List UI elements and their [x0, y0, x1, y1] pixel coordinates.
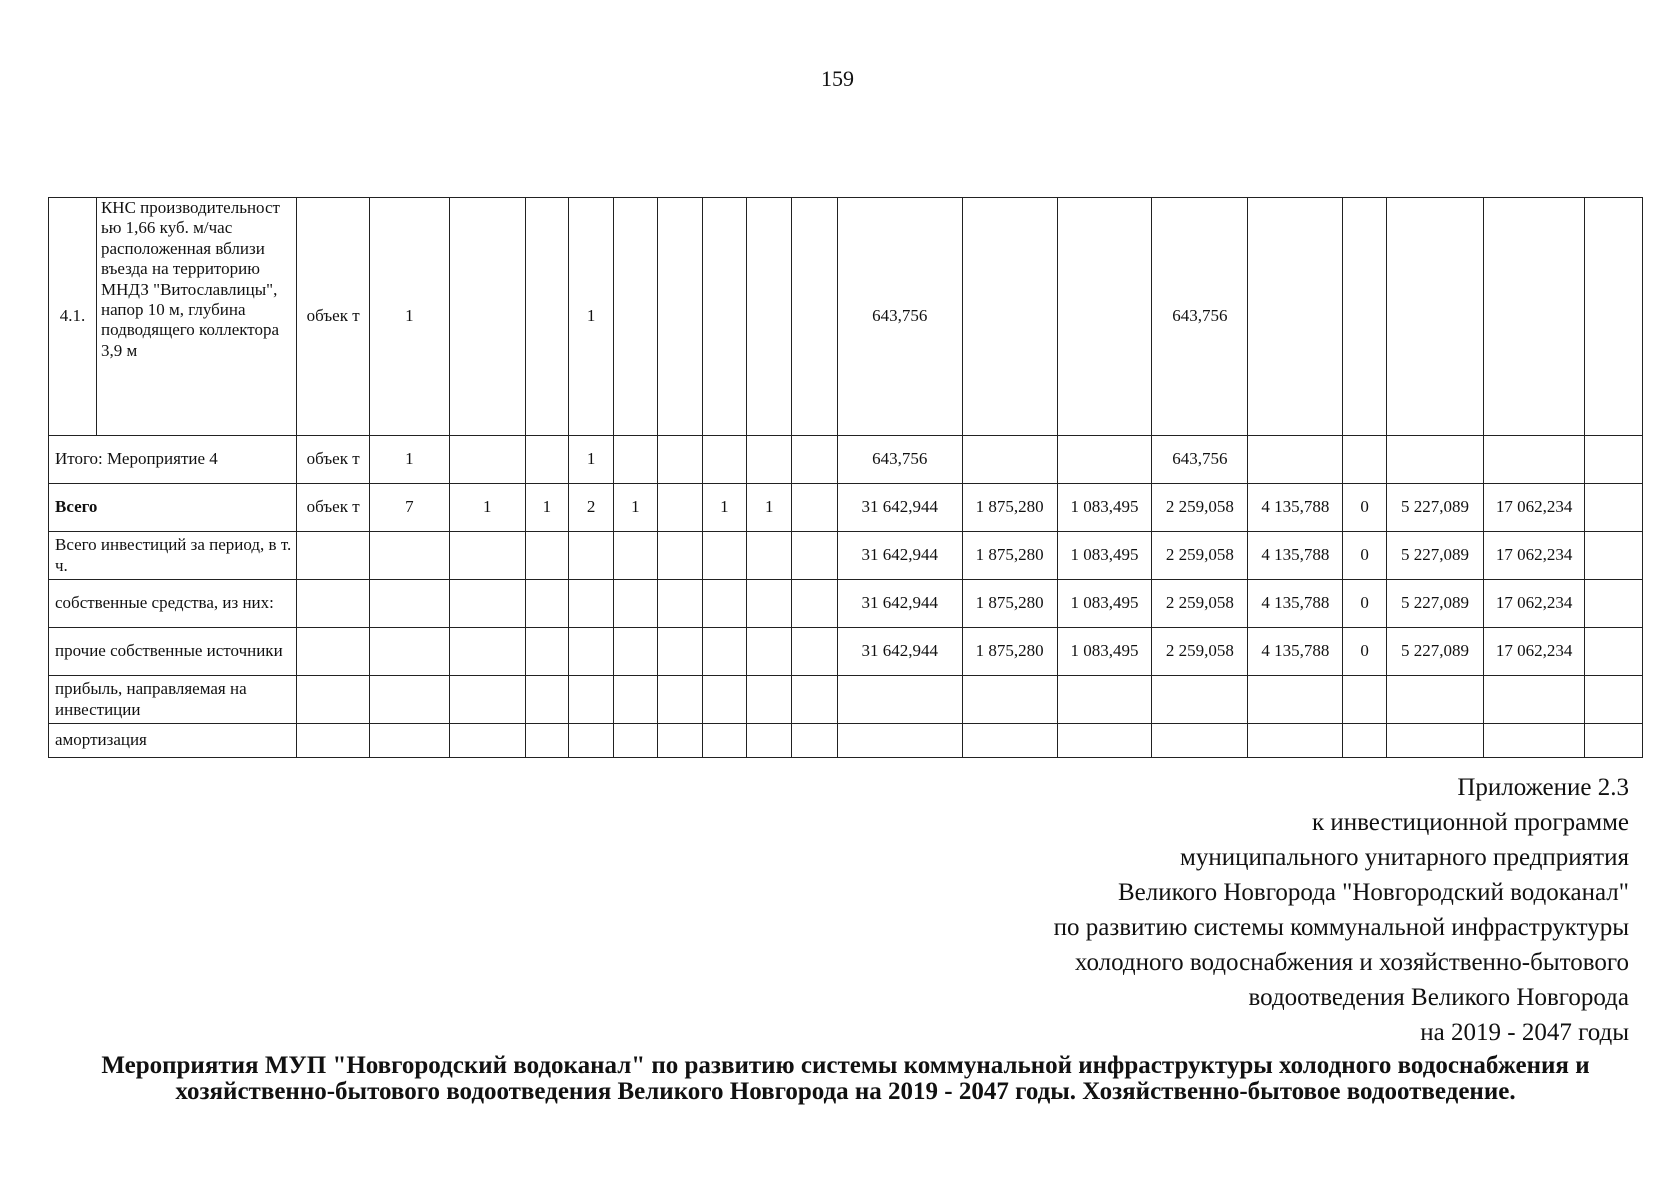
- year-cell: 1 083,495: [1057, 484, 1152, 532]
- year-cell: 17 062,234: [1484, 628, 1585, 676]
- year-cell: 4 135,788: [1248, 532, 1343, 580]
- year-cell: 2 259,058: [1152, 484, 1248, 532]
- count-cell: 1: [702, 484, 747, 532]
- year-cell: 643,756: [1152, 198, 1248, 436]
- year-cell: 0: [1343, 580, 1387, 628]
- appendix-line: водоотведения Великого Новгорода: [1248, 984, 1629, 1011]
- item-number: 4.1.: [49, 198, 97, 436]
- year-cell: 1 875,280: [962, 532, 1057, 580]
- year-cell: 2 259,058: [1152, 628, 1248, 676]
- count-cell: 1: [525, 484, 569, 532]
- year-cell: 17 062,234: [1484, 580, 1585, 628]
- finance-row: [49, 724, 1643, 758]
- row-label: амортизация: [49, 724, 297, 758]
- year-cell: 0: [1343, 532, 1387, 580]
- document-title: Мероприятия МУП "Новгородский водоканал" по развитию системы коммунальной инфраструктуры холодного водоснабжения и хозяйственно-бытового водоотведения Великого Новгорода на 2019 - 2047 годы. Хозяйственно-бытовое водоотведение.: [101, 1052, 1590, 1105]
- appendix-line: Приложение 2.3: [1457, 774, 1629, 801]
- appendix-line: по развитию системы коммунальной инфраструктуры: [1053, 914, 1629, 941]
- total-cell: 31 642,944: [837, 580, 962, 628]
- total-cell: 31 642,944: [837, 484, 962, 532]
- investment-table: [48, 197, 1643, 758]
- appendix-line: Великого Новгорода "Новгородский водоканал": [1117, 879, 1629, 906]
- year-cell: 2 259,058: [1152, 580, 1248, 628]
- year-cell: 1 083,495: [1057, 628, 1152, 676]
- row-label: Всего: [49, 484, 297, 532]
- count-cell: 7: [369, 484, 449, 532]
- row-label: прибыль, направляемая на инвестиции: [49, 676, 297, 724]
- count-cell: 1: [569, 436, 614, 484]
- year-cell: 5 227,089: [1386, 532, 1483, 580]
- year-cell: 4 135,788: [1248, 628, 1343, 676]
- year-cell: 0: [1343, 484, 1387, 532]
- year-cell: 5 227,089: [1386, 628, 1483, 676]
- year-cell: 1 083,495: [1057, 532, 1152, 580]
- appendix-block: [1054, 770, 1629, 1050]
- row-label: Всего инвестиций за период, в т. ч.: [49, 532, 297, 580]
- finance-row: [49, 580, 1643, 628]
- year-cell: 4 135,788: [1248, 484, 1343, 532]
- total-cell: 31 642,944: [837, 628, 962, 676]
- count-cell: 1: [569, 198, 614, 436]
- year-cell: 17 062,234: [1484, 484, 1585, 532]
- item-description: КНС производительност ью 1,66 куб. м/час расположенная вблизи въезда на территорию МНДЗ "Витославлицы", напор 10 м, глубина подводящего коллектора 3,9 м: [96, 198, 296, 436]
- year-cell: 5 227,089: [1386, 484, 1483, 532]
- table-row-4-1: [49, 198, 1643, 436]
- year-cell: 4 135,788: [1248, 580, 1343, 628]
- appendix-line: муниципального унитарного предприятия: [1180, 844, 1629, 871]
- year-cell: 1 875,280: [962, 580, 1057, 628]
- year-cell: 1 875,280: [962, 628, 1057, 676]
- unit-cell: объек т: [297, 436, 370, 484]
- row-label: собственные средства, из них:: [49, 580, 297, 628]
- total-cell: 643,756: [837, 436, 962, 484]
- page-number: 159: [821, 66, 854, 91]
- row-label: прочие собственные источники: [49, 628, 297, 676]
- year-cell: 1 083,495: [1057, 580, 1152, 628]
- subtotal-row: [49, 436, 1643, 484]
- count-cell: 1: [747, 484, 792, 532]
- unit-cell: объек т: [297, 198, 370, 436]
- row-label: Итого: Мероприятие 4: [49, 436, 297, 484]
- count-cell: 2: [569, 484, 614, 532]
- grand-total-row: [49, 484, 1643, 532]
- count-cell: 1: [369, 436, 449, 484]
- total-cell: 31 642,944: [837, 532, 962, 580]
- count-cell: 1: [449, 484, 525, 532]
- finance-row: [49, 676, 1643, 724]
- appendix-line: к инвестиционной программе: [1311, 809, 1629, 836]
- finance-row: [49, 628, 1643, 676]
- total-cell: 643,756: [837, 198, 962, 436]
- unit-cell: объек т: [297, 484, 370, 532]
- appendix-line: холодного водоснабжения и хозяйственно-бытового: [1074, 949, 1629, 976]
- count-cell: 1: [614, 484, 658, 532]
- appendix-line: на 2019 - 2047 годы: [1420, 1019, 1629, 1046]
- year-cell: 2 259,058: [1152, 532, 1248, 580]
- year-cell: 643,756: [1152, 436, 1248, 484]
- count-cell: 1: [369, 198, 449, 436]
- year-cell: 5 227,089: [1386, 580, 1483, 628]
- year-cell: 17 062,234: [1484, 532, 1585, 580]
- year-cell: 0: [1343, 628, 1387, 676]
- finance-row: [49, 532, 1643, 580]
- year-cell: 1 875,280: [962, 484, 1057, 532]
